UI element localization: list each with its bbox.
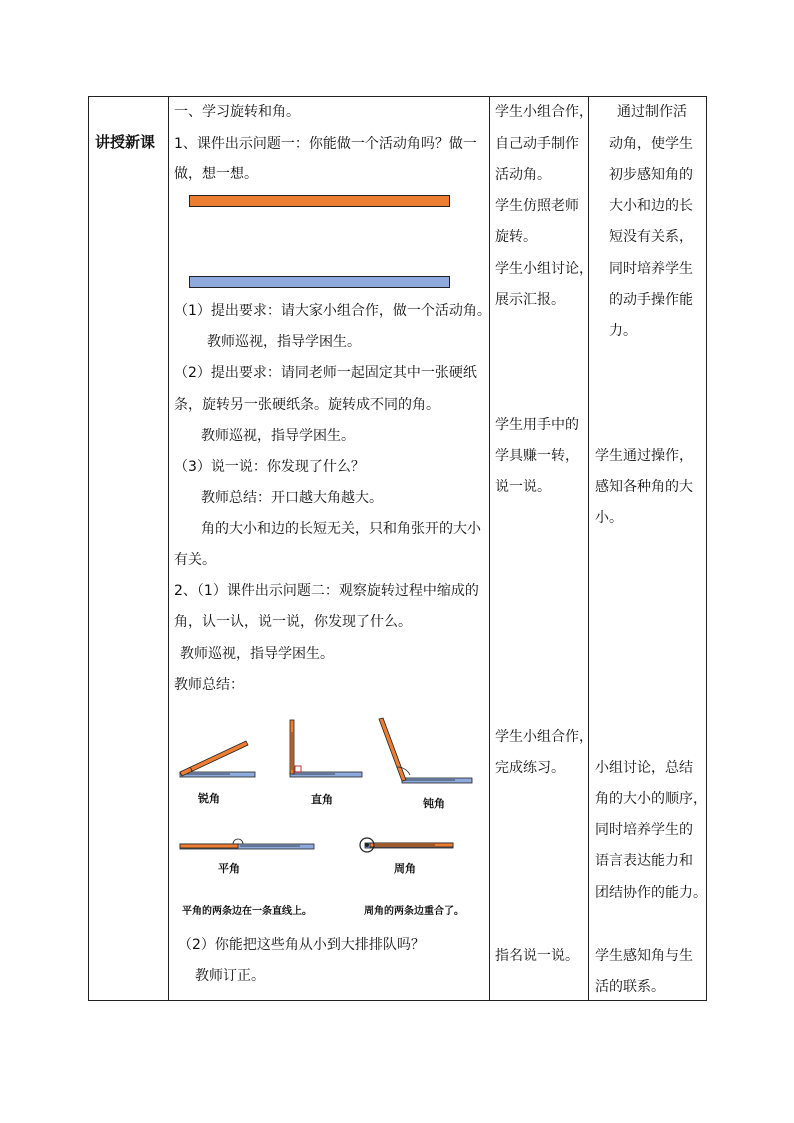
question2-note: 教师巡视，指导学困生。 — [180, 646, 334, 662]
full-angle-note: 周角的两条边重合了。 — [364, 906, 464, 917]
column-divider — [168, 97, 169, 1000]
right-angle-figure — [290, 720, 362, 777]
design-intent-line: 同时培养学生的 — [595, 822, 693, 838]
student-activity-line: 指名说一说。 — [495, 948, 579, 964]
student-activity-line: 说一说。 — [495, 479, 551, 495]
student-activity-line: 展示汇报。 — [495, 292, 565, 308]
requirement2-line2: 条，旋转另一张硬纸条。旋转成不同的角。 — [174, 397, 440, 413]
design-intent-line: 力。 — [609, 323, 637, 339]
question1-line1: 1、课件出示问题一：你能做一个活动角吗？做一 — [174, 136, 477, 152]
orange-paper-strip — [189, 195, 450, 207]
design-intent-line: 角的大小的顺序， — [595, 791, 707, 807]
design-intent-line: 同时培养学生 — [609, 261, 693, 277]
blue-paper-strip — [189, 276, 450, 288]
student-activity-line: 自己动手制作 — [495, 136, 579, 152]
design-intent-line: 短没有关系， — [609, 229, 693, 245]
straight-angle-figure — [180, 839, 314, 849]
requirement3-summary: 教师总结：开口越大角越大。 — [201, 490, 383, 506]
requirement2-line1: （2）提出要求：请同老师一起固定其中一张硬纸 — [174, 365, 477, 381]
design-intent-line: 活的联系。 — [595, 979, 665, 995]
requirement1: （1）提出要求：请大家小组合作，做一个活动角。 — [174, 303, 491, 319]
right-angle-label: 直角 — [311, 793, 333, 806]
straight-angle-note: 平角的两条边在一条直线上。 — [182, 906, 312, 917]
student-activity-line: 完成练习。 — [495, 760, 565, 776]
design-intent-line: 感知各种角的大 — [595, 479, 693, 495]
design-intent-line: 小。 — [595, 510, 623, 526]
question2-line2: 角，认一认，说一说，你发现了什么。 — [174, 614, 412, 630]
requirement1-note: 教师巡视，指导学困生。 — [207, 334, 361, 350]
design-intent-line: 动角，使学生 — [609, 136, 693, 152]
obtuse-angle-figure — [379, 718, 472, 783]
section-label: 讲授新课 — [95, 133, 156, 151]
student-activity-line: 旋转。 — [495, 229, 537, 245]
design-intent-line: 小组讨论，总结 — [595, 760, 693, 776]
question2-summary: 教师总结： — [174, 677, 244, 693]
student-activity-line: 学具赚一转， — [495, 448, 579, 464]
design-intent-line: 语言表达能力和 — [595, 853, 693, 869]
student-activity-line: 学生小组合作， — [495, 729, 593, 745]
full-angle-figure — [360, 838, 453, 852]
acute-angle-figure — [180, 741, 255, 777]
student-activity-line: 学生仿照老师 — [495, 198, 579, 214]
column-divider — [588, 97, 589, 1000]
student-activity-line: 学生用手中的 — [495, 417, 579, 433]
requirement2-note: 教师巡视，指导学困生。 — [201, 428, 355, 444]
design-intent-line: 学生通过操作， — [595, 448, 693, 464]
design-intent-line: 团结协作的能力。 — [595, 885, 707, 901]
section-title: 一、学习旋转和角。 — [174, 104, 300, 120]
question2-line1: 2、（1）课件出示问题二：观察旋转过程中缩成的 — [174, 583, 479, 599]
requirement3-para-line2: 有关。 — [174, 552, 216, 568]
design-intent-line: 的动手操作能 — [609, 292, 693, 308]
requirement3: （3）说一说：你发现了什么？ — [174, 459, 365, 475]
teacher-correction: 教师订正。 — [195, 968, 265, 984]
obtuse-angle-label: 钝角 — [423, 797, 445, 810]
student-activity-line: 活动角。 — [495, 167, 551, 183]
angle-figures — [170, 712, 490, 922]
requirement3-para-line1: 角的大小和边的长短无关，只和角张开的大小 — [201, 521, 481, 537]
acute-angle-label: 锐角 — [198, 792, 220, 805]
question1-line2: 做，想一想。 — [174, 166, 258, 182]
design-intent-line: 学生感知角与生 — [595, 948, 693, 964]
design-intent-line: 初步感知角的 — [609, 167, 693, 183]
straight-angle-label: 平角 — [218, 862, 240, 875]
full-angle-label: 周角 — [394, 862, 416, 875]
question2-part2: （2）你能把这些角从小到大排排队吗？ — [178, 937, 425, 953]
student-activity-line: 学生小组合作， — [495, 104, 593, 120]
student-activity-line: 学生小组讨论， — [495, 261, 593, 277]
design-intent-line: 通过制作活 — [617, 104, 687, 120]
design-intent-line: 大小和边的长 — [609, 198, 693, 214]
